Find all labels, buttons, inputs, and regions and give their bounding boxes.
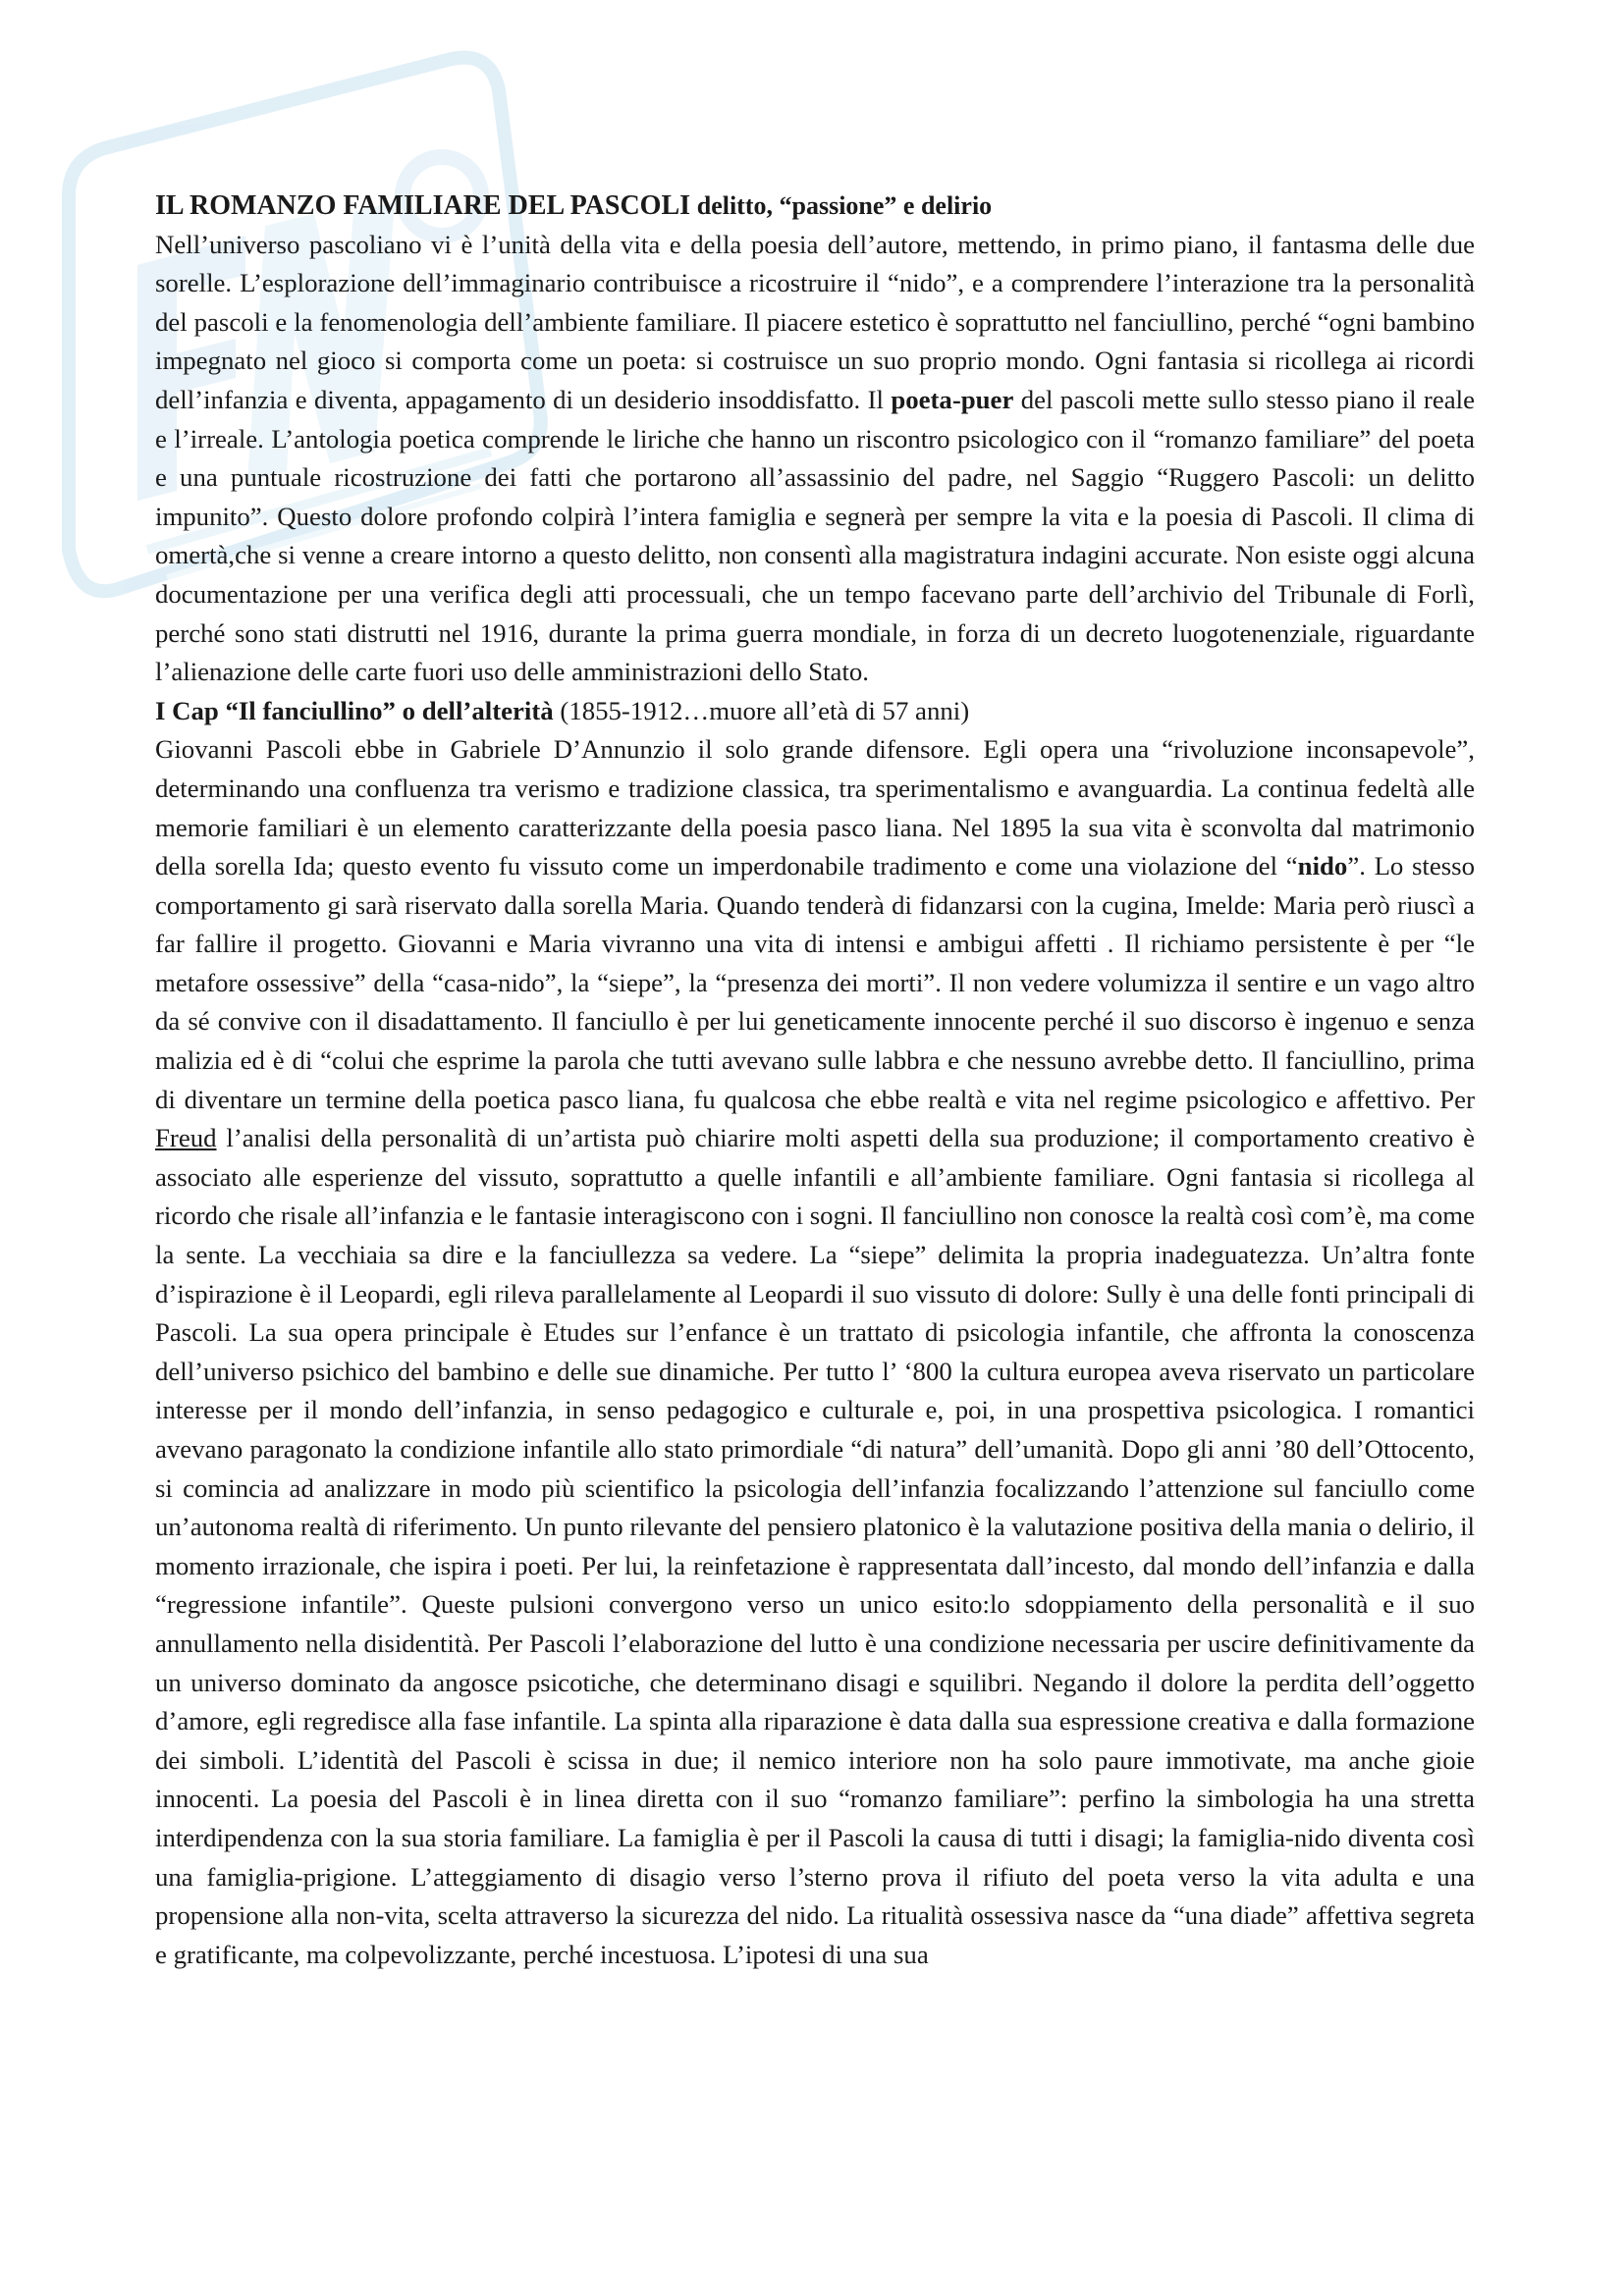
freud-reference: Freud xyxy=(155,1123,217,1153)
title-paragraph xyxy=(155,187,1475,226)
poeta-puer-term: poeta-puer xyxy=(891,384,1014,414)
nido-term: nido xyxy=(1297,851,1348,881)
chapter-text-2: ”. Lo stesso comportamento gi sarà riservato dalla sorella Maria. Quando tenderà di fidanzarsi con la cugina, Imelde: Maria però riuscì a far fallire il progetto. Giovanni e Maria vivranno una vita di intensi e ambigui affetti . Il richiamo persistente è per “le metafore ossessive” della “casa-nido”, la “siepe”, la “presenza dei morti”. Il non vedere volumizza il sentire e un vago altro da sé convive con il disadattamento. Il fanciullo è per lui geneticamente innocente perché il suo discorso è ingenuo e senza malizia ed è di “colui che esprime la parola che tutti avevano sulle labbra e che nessuno avrebbe detto. Il fanciullino, prima di diventare un termine della poetica pasco liana, fu qualcosa che ebbe realtà e vita nel regime psicologico e affettivo. Per xyxy=(155,851,1475,1114)
chapter-paragraph xyxy=(155,730,1475,1974)
intro-text-2: del pascoli mette sullo stesso piano il reale e l’irreale. L’antologia poetica comprende le liriche che hanno un riscontro psicologico con il “romanzo familiare” del poeta e una puntuale ricostruzione dei fatti che portarono all’assassinio del padre, nel Saggio “Ruggero Pascoli: un delitto impunito”. Questo dolore profondo colpirà l’intera famiglia e segnerà per sempre la vita e la poesia di Pascoli. Il clima di omertà,che si venne a creare intorno a questo delitto, non consentì alla magistratura indagini accurate. Non esiste oggi alcuna documentazione per una verifica degli atti processuali, che un tempo facevano parte dell’archivio del Tribunale di Forlì, perché sono stati distrutti nel 1916, durante la prima guerra mondiale, in forza di un decreto luogotenenziale, riguardante l’alienazione delle carte fuori uso delle amministrazioni dello Stato. xyxy=(155,384,1475,687)
chapter-text-1: Giovanni Pascoli ebbe in Gabriele D’Annunzio il solo grande difensore. Egli opera una “rivoluzione inconsapevole”, determinando una confluenza tra verismo e tradizione classica, tra sperimentalismo e avanguardia. La continua fedeltà alle memorie familiari è un elemento caratterizzante della poesia pasco liana. Nel 1895 la sua vita è sconvolta dal matrimonio della sorella Ida; questo evento fu vissuto come un imperdonabile tradimento e come una violazione del “ xyxy=(155,734,1475,881)
document-body xyxy=(155,187,1475,1974)
document-title: IL ROMANZO FAMILIARE DEL PASCOLI xyxy=(155,190,691,221)
chapter-title: I Cap “Il fanciullino” o dell’alterità xyxy=(155,695,554,725)
intro-paragraph xyxy=(155,226,1475,692)
chapter-dates: (1855-1912…muore all’età di 57 anni) xyxy=(560,695,970,725)
intro-text-1: Nell’universo pascoliano vi è l’unità della vita e della poesia dell’autore, mettendo, in primo piano, il fantasma delle due sorelle. L’esplorazione dell’immaginario contribuisce a ricostruire il “nido”, e a comprendere l’interazione tra la personalità del pascoli e la fenomenologia dell’ambiente familiare. Il piacere estetico è soprattutto nel fanciullino, perché “ogni bambino impegnato nel gioco si comporta come un poeta: si costruisce un suo proprio mondo. Ogni fantasia si ricollega ai ricordi dell’infanzia e diventa, appagamento di un desiderio insoddisfatto. Il xyxy=(155,229,1475,414)
chapter-text-3: l’analisi della personalità di un’artista può chiarire molti aspetti della sua produzione; il comportamento creativo è associato alle esperienze del vissuto, soprattutto a quelle infantili e all’ambiente familiare. Ogni fantasia si ricollega al ricordo che risale all’infanzia e le fantasie interagiscono con i sogni. Il fanciullino non conosce la realtà così com’è, ma come la sente. La vecchiaia sa dire e la fanciullezza sa vedere. La “siepe” delimita la propria inadeguatezza. Un’altra fonte d’ispirazione è il Leopardi, egli rileva parallelamente al Leopardi il suo vissuto di dolore: Sully è una delle fonti principali di Pascoli. La sua opera principale è Etudes sur l’enfance è un trattato di psicologia infantile, che affronta la conoscenza dell’universo psichico del bambino e delle sue dinamiche. Per tutto l’ ‘800 la cultura europea aveva riservato un particolare interesse per il mondo dell’infanzia, in senso pedagogico e culturale e, poi, in una prospettiva psicologica. I romantici avevano paragonato la condizione infantile allo stato primordiale “di natura” dell’umanità. Dopo gli anni ’80 dell’Ottocento, si comincia ad analizzare in modo più scientifico la psicologia dell’infanzia focalizzando l’attenzione sul fanciullo come un’autonoma realtà di riferimento. Un punto rilevante del pensiero platonico è la valutazione positiva della mania o delirio, il momento irrazionale, che ispira i poeti. Per lui, la reinfetazione è rappresentata dall’incesto, dal mondo dell’infanzia e dalla “regressione infantile”. Queste pulsioni convergono verso un unico esito:lo sdoppiamento della personalità e il suo annullamento nella disidentità. Per Pascoli l’elaborazione del lutto è una condizione necessaria per uscire definitivamente da un universo dominato da angosce psicotiche, che determinano disagi e squilibri. Negando il dolore la perdita dell’oggetto d’amore, egli regredisce alla fase infantile. La spinta alla riparazione è data dalla sua espressione creativa e dalla formazione dei simboli. L’identità del Pascoli è scissa in due; il nemico interiore non ha solo paure immotivate, ma anche gioie innocenti. La poesia del Pascoli è in linea diretta con il suo “romanzo familiare”: perfino la simbologia ha una stretta interdipendenza con la sua storia familiare. La famiglia è per il Pascoli la causa di tutti i disagi; la famiglia-nido diventa così una famiglia-prigione. L’atteggiamento di disagio verso l’sterno prova il rifiuto del poeta verso la vita adulta e una propensione alla non-vita, scelta attraverso la sicurezza del nido. La ritualità ossessiva nasce da “una diade” affettiva segreta e gratificante, ma colpevolizzante, perché incestuosa. L’ipotesi di una sua xyxy=(155,1123,1476,1969)
document-subtitle: delitto, “passione” e delirio xyxy=(696,191,993,220)
chapter-heading xyxy=(155,692,1475,731)
